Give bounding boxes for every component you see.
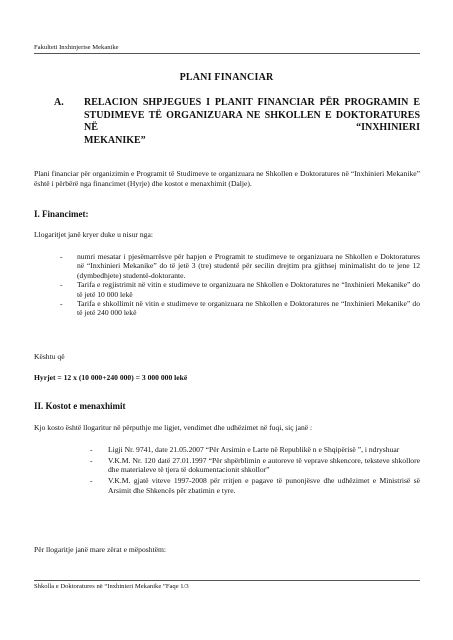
dash-bullet: -	[60, 299, 63, 309]
legal-basis-list	[90, 445, 420, 497]
list-item-text: V.K.M. Nr. 120 datë 27.01.1997 “Për shpërblimin e autoreve të veprave shkencore, teksteve shkollore dhe materialeve të tjera të dokumentacionit shkollor”	[108, 455, 420, 475]
section-1-heading: I. Financimet:	[34, 209, 89, 219]
keshtu-text: Kështu që	[34, 352, 65, 361]
section-2-heading: II. Kostot e menaxhimit	[34, 401, 126, 411]
page-header: Fakulteti Inxhinjerise Mekanike	[34, 44, 420, 54]
dash-bullet: -	[90, 455, 93, 465]
list-item	[90, 476, 420, 495]
list-item	[60, 299, 420, 318]
intro-paragraph: Plani financiar për organizimin e Programit të Studimeve te organizuara ne Shkollen e Doktoratures në “Inxhinieri Mekanike” është i përbërë nga financimet (Hyrje) dhe kostot e menaxhimit (Dalje).	[34, 169, 420, 188]
income-formula: Hyrjet = 12 x (10 000+240 000) = 3 000 000 lekë	[34, 373, 188, 382]
dash-bullet: -	[60, 280, 63, 290]
dash-bullet: -	[90, 445, 93, 454]
document-title: PLANI FINANCIAR	[179, 72, 274, 83]
section-a-label: A.	[54, 97, 64, 108]
financing-list	[60, 252, 420, 318]
list-item-text: V.K.M. gjatë viteve 1997-2008 për rritjen e pagave të punonjësve dhe udhëzimet e Ministrisë së Arsimit dhe Shkencës për zbatimin e tyre.	[108, 476, 420, 495]
list-item	[90, 456, 420, 475]
section-1-lead: Llogaritjet janë kryer duke u nisur nga:	[34, 230, 153, 239]
list-item-text: Tarifa e shkollimit në vitin e studimeve te organizuara ne Shkollen e Doktoratures ne “Inxhinieri Mekanike” do të jetë 240 000 lekë	[77, 299, 420, 318]
list-item	[60, 252, 420, 280]
closing-line: Për llogaritje janë mare zërat e mëposhtëm:	[34, 545, 166, 554]
dash-bullet: -	[60, 252, 63, 261]
list-item-text: numri mesatar i pjesëmarrësve për hapjen e Programit te studimeve te organizuara ne Shkollen e Doktoratures në “Inxhinieri Mekanike” do të jetë 3 (tre) studentë për secilin drejtim pra gjithsej minimalisht do te jene 12 (dymbedhjete) studentë-doktorante.	[77, 252, 420, 280]
list-item-text: Ligji Nr. 9741, date 21.05.2007 “Për Arsimin e Larte në Republikë n e Shqipërisë ”, i ndryshuar	[108, 445, 400, 454]
section-a-text-main: RELACION SHPJEGUES I PLANIT FINANCIAR PËR PROGRAMIN E STUDIMEVE TË ORGANIZUARA NE SHKOLLEN E DOKTORATURES NË “INXHINIERI	[84, 97, 420, 134]
list-item	[60, 280, 420, 299]
list-item-text: Tarifa e regjistrimit në vitin e studimeve te organizuara ne Shkollen e Doktoratures ne “Inxhinieri Mekanike” do të jetë 10 000 lekë	[77, 280, 420, 299]
list-item	[90, 445, 420, 454]
section-2-lead: Kjo kosto është llogaritur në përputhje me ligjet, vendimet dhe udhëzimet në fuqi, siç janë :	[34, 423, 313, 432]
section-a-text-last: MEKANIKE”	[84, 134, 146, 146]
section-a-text	[84, 97, 420, 147]
dash-bullet: -	[90, 476, 93, 486]
page-footer: Shkolla e Doktoratures në “Inxhinieri Mekanike ”Faqe 1/3	[34, 580, 420, 591]
